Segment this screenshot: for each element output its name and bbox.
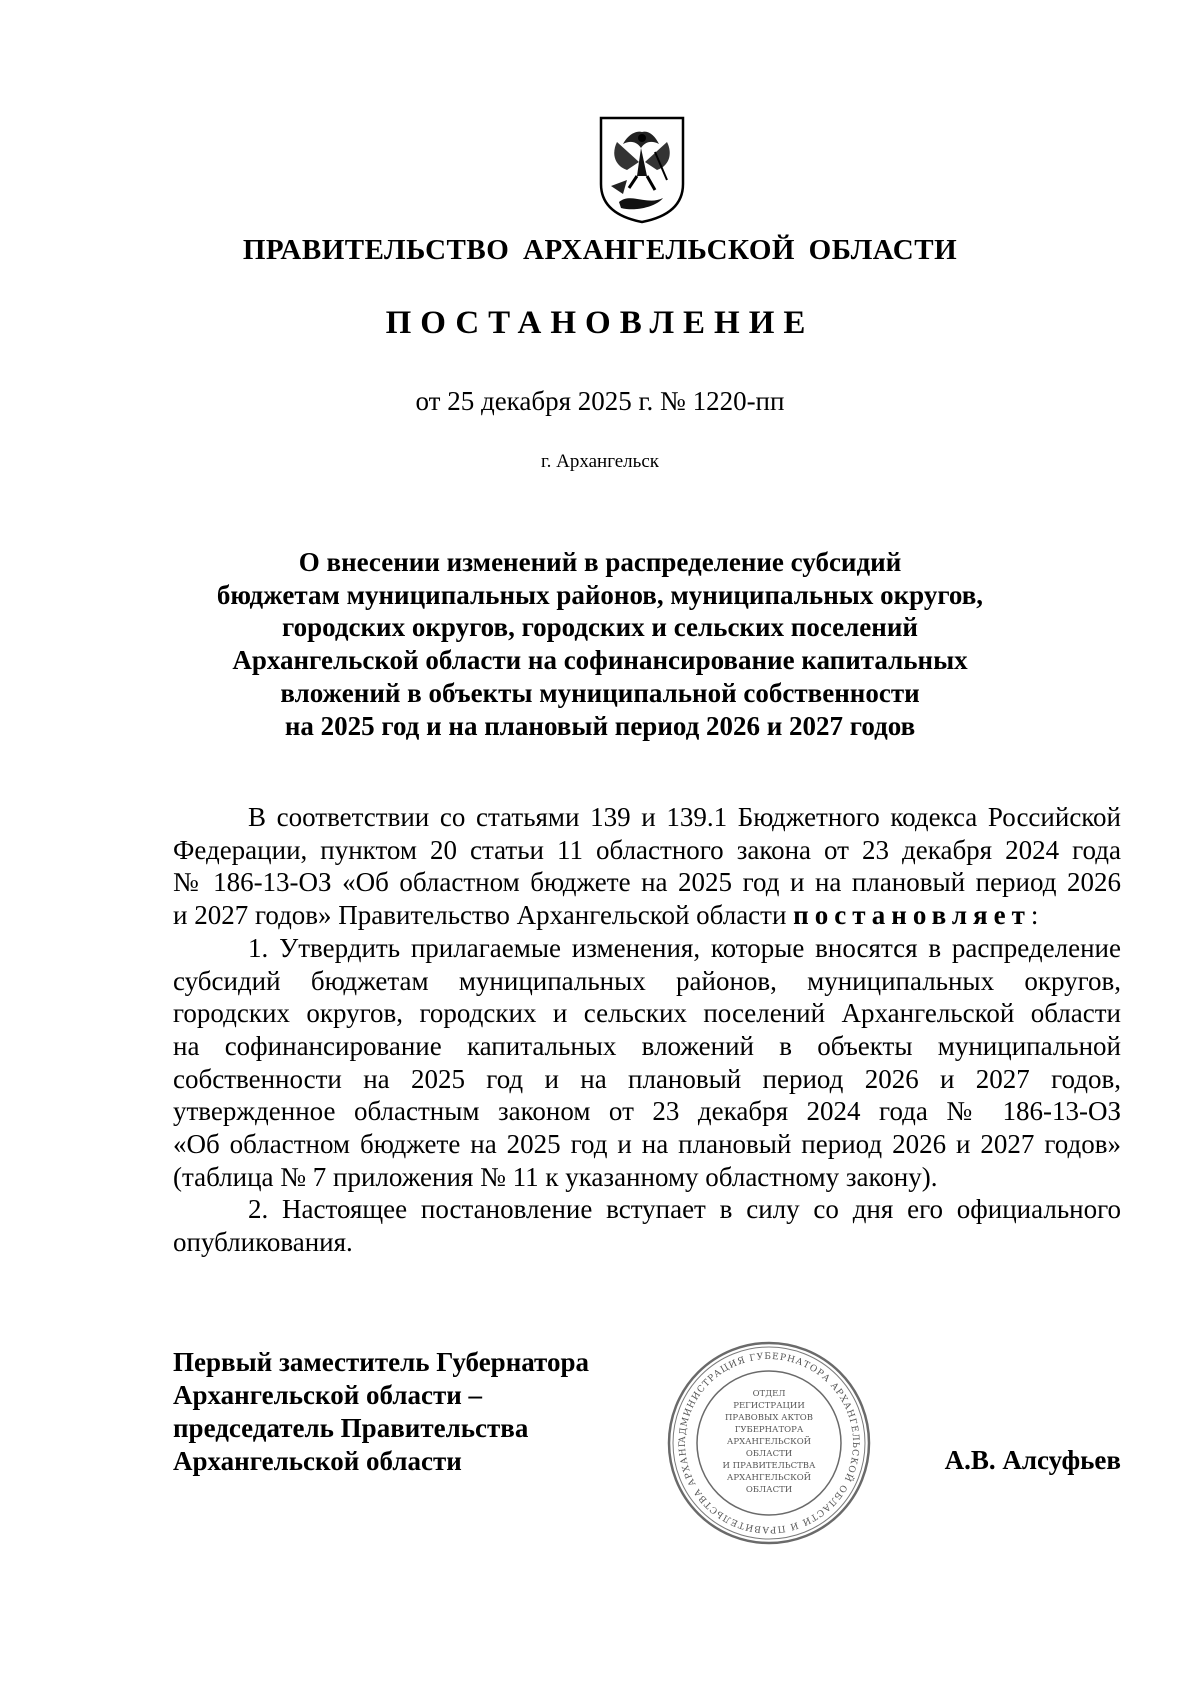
document-type-title: ПОСТАНОВЛЕНИЕ <box>385 305 815 341</box>
stamp-inner-line: АРХАНГЕЛЬСКОЙ <box>726 1473 812 1483</box>
body-line: опубликования. <box>173 1227 353 1258</box>
body-line: городских округов, городских и сельских поселений Архангельской области <box>173 998 1121 1029</box>
subject-line: О внесении изменений в распределение субсидий <box>298 547 902 577</box>
body-line-text: и 2027 годов» Правительство Архангельской области <box>173 900 794 931</box>
body-line: утвержденное областным законом от 23 декабря 2024 года № 186-13-ОЗ <box>173 1096 1121 1127</box>
subject-line: на 2025 год и на плановый период 2026 и 2027 годов <box>284 710 916 741</box>
stamp-inner-line: РЕГИСТРАЦИИ <box>733 1401 805 1411</box>
decree-date-number: от 25 декабря 2025 г. № 1220-пп <box>415 386 785 416</box>
signatory-title-line: Первый заместитель Губернатора <box>173 1347 589 1377</box>
body-line: субсидий бюджетам муниципальных районов, муниципальных округов, <box>173 965 1121 996</box>
subject-line: Архангельской области на софинансирование капитальных <box>232 645 968 676</box>
body-line: 2. Настоящее постановление вступает в силу со дня его официального <box>248 1194 1121 1225</box>
stamp-inner-line: ПРАВОВЫХ АКТОВ <box>724 1413 814 1423</box>
body-line: № 186-13-ОЗ «Об областном бюджете на 2025 год и на плановый период 2026 <box>173 867 1121 898</box>
body-line <box>173 899 1121 932</box>
body-line: на софинансирование капитальных вложений в объекты муниципальной <box>173 1030 1121 1061</box>
body-line: 1. Утвердить прилагаемые изменения, которые вносятся в распределение <box>248 932 1121 963</box>
stamp-inner-line: И ПРАВИТЕЛЬСТВА <box>722 1461 816 1471</box>
body-line: Федерации, пунктом 20 статьи 11 областного закона от 23 декабря 2024 года <box>173 834 1121 865</box>
signatory-name: А.В. Алсуфьев <box>944 1445 1121 1475</box>
signatory-title-line: Архангельской области – <box>173 1380 483 1410</box>
decree-body <box>173 801 1121 1259</box>
decree-city: г. Архангельск <box>540 451 659 472</box>
body-line: «Об областном бюджете на 2025 год и на плановый период 2026 и 2027 годов» <box>173 1129 1121 1160</box>
resolves-verb: постановляет <box>793 900 1031 931</box>
coat-of-arms-icon <box>597 114 687 226</box>
government-title: ПРАВИТЕЛЬСТВО АРХАНГЕЛЬСКОЙ ОБЛАСТИ <box>242 234 958 266</box>
signatory-title <box>173 1346 589 1478</box>
decree-subject-heading <box>0 546 1200 742</box>
stamp-inner-line: АРХАНГЕЛЬСКОЙ <box>726 1437 812 1447</box>
colon: : <box>1030 900 1039 931</box>
signatory-title-line: Архангельской области <box>173 1446 462 1476</box>
stamp-inner-line: ОБЛАСТИ <box>745 1449 793 1459</box>
stamp-ring-text: АДМИНИСТРАЦИЯ ГУБЕРНАТОРА АРХАНГЕЛЬСКОЙ ОБЛАСТИ И ПРАВИТЕЛЬСТВА АРХАНГ <box>677 1351 861 1535</box>
body-line: (таблица № 7 приложения № 11 к указанному областному закону). <box>173 1161 938 1192</box>
stamp-inner-line: ОБЛАСТИ <box>745 1485 793 1495</box>
official-stamp-icon <box>664 1338 874 1548</box>
signatory-title-line: председатель Правительства <box>173 1413 529 1443</box>
subject-line: городских округов, городских и сельских поселений <box>282 612 918 643</box>
body-line: В соответствии со статьями 139 и 139.1 Бюджетного кодекса Российской <box>248 802 1121 832</box>
stamp-inner-line: ГУБЕРНАТОРА <box>734 1425 804 1435</box>
stamp-inner-line: ОТДЕЛ <box>752 1389 786 1399</box>
subject-line: вложений в объекты муниципальной собственности <box>280 677 920 708</box>
subject-line: бюджетам муниципальных районов, муниципальных округов, <box>216 579 984 610</box>
body-line: собственности на 2025 год и на плановый период 2026 и 2027 годов, <box>173 1063 1121 1094</box>
